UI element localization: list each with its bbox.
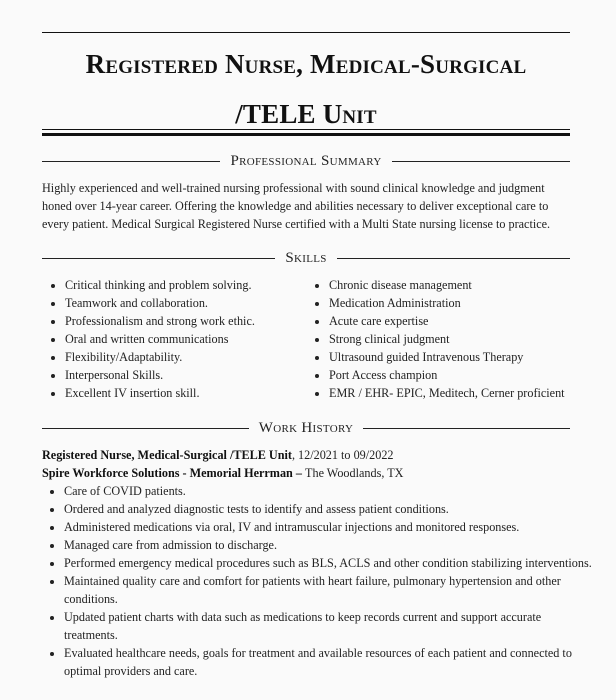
job-bullet: • Updated patient charts with data such as medications to keep records current and support accurate treatments. (64, 608, 592, 644)
divider (337, 258, 570, 259)
skill-item: • Strong clinical judgment (329, 330, 593, 348)
skill-item: • Critical thinking and problem solving. (65, 276, 329, 294)
skills-list-right (306, 276, 593, 402)
job-title: Registered Nurse, Medical-Surgical /TELE Unit (42, 448, 292, 462)
section-heading-skills (42, 248, 570, 268)
skill-item: • EMR / EHR- EPIC, Meditech, Cerner proficient (329, 384, 593, 402)
job-bullet: • Care of COVID patients. (64, 482, 592, 500)
job-location: The Woodlands, TX (305, 466, 404, 480)
job-employer: Spire Workforce Solutions - Memorial Herrman (42, 466, 293, 480)
skill-item: • Professionalism and strong work ethic. (65, 312, 329, 330)
section-title: Skills (285, 249, 327, 266)
job-bullet: • Evaluated healthcare needs, goals for treatment and available resources of each patient and connected to optimal providers and care. (64, 644, 592, 680)
skill-item: • Flexibility/Adaptability. (65, 348, 329, 366)
skill-item: • Oral and written communications (65, 330, 329, 348)
skills-list-left (42, 276, 329, 402)
skill-item: • Excellent IV insertion skill. (65, 384, 329, 402)
skill-item: • Interpersonal Skills. (65, 366, 329, 384)
section-title: Professional Summary (230, 152, 382, 169)
skill-item: • Chronic disease management (329, 276, 593, 294)
job-bullets (42, 482, 592, 680)
skill-item: • Medication Administration (329, 294, 593, 312)
job-title-line (42, 446, 394, 464)
skill-item: • Port Access champion (329, 366, 593, 384)
section-title: Work History (258, 419, 354, 436)
job-employer-line (42, 464, 403, 482)
section-heading-summary (42, 151, 570, 171)
header-rule-bottom-thin (42, 129, 570, 130)
divider (42, 258, 275, 259)
skill-item: • Ultrasound guided Intravenous Therapy (329, 348, 593, 366)
location-separator: – (292, 466, 306, 480)
job-bullet: • Ordered and analyzed diagnostic tests to identify and assess patient conditions. (64, 500, 592, 518)
job-bullet: • Managed care from admission to discharge. (64, 536, 592, 554)
divider (42, 161, 220, 162)
job-bullet: • Performed emergency medical procedures such as BLS, ACLS and other condition stabilizing interventions. (64, 554, 592, 572)
job-dates: , 12/2021 to 09/2022 (291, 448, 394, 462)
resume-title: Registered Nurse, Medical-Surgical /TELE Unit (85, 49, 527, 129)
job-bullet: • Maintained quality care and comfort for patients with heart failure, pulmonary hypertension and other conditions. (64, 572, 592, 608)
summary-text: Highly experienced and well-trained nursing professional with sound clinical knowledge and judgment honed over 14-year career. Offering the knowledge and abilities necessary to deliver exceptional care to every patient. Medical Surgical Registered Nurse certified with a Multi State nursing license to practice. (42, 181, 551, 231)
job-bullet: • Administered medications via oral, IV and intramuscular injections and monitored responses. (64, 518, 592, 536)
section-heading-work-history (42, 418, 570, 438)
skill-item: • Teamwork and collaboration. (65, 294, 329, 312)
skill-item: • Acute care expertise (329, 312, 593, 330)
divider (363, 428, 570, 429)
divider (392, 161, 570, 162)
header-rule-bottom-thick (42, 133, 570, 136)
divider (42, 428, 249, 429)
header-rule-top (42, 32, 570, 33)
